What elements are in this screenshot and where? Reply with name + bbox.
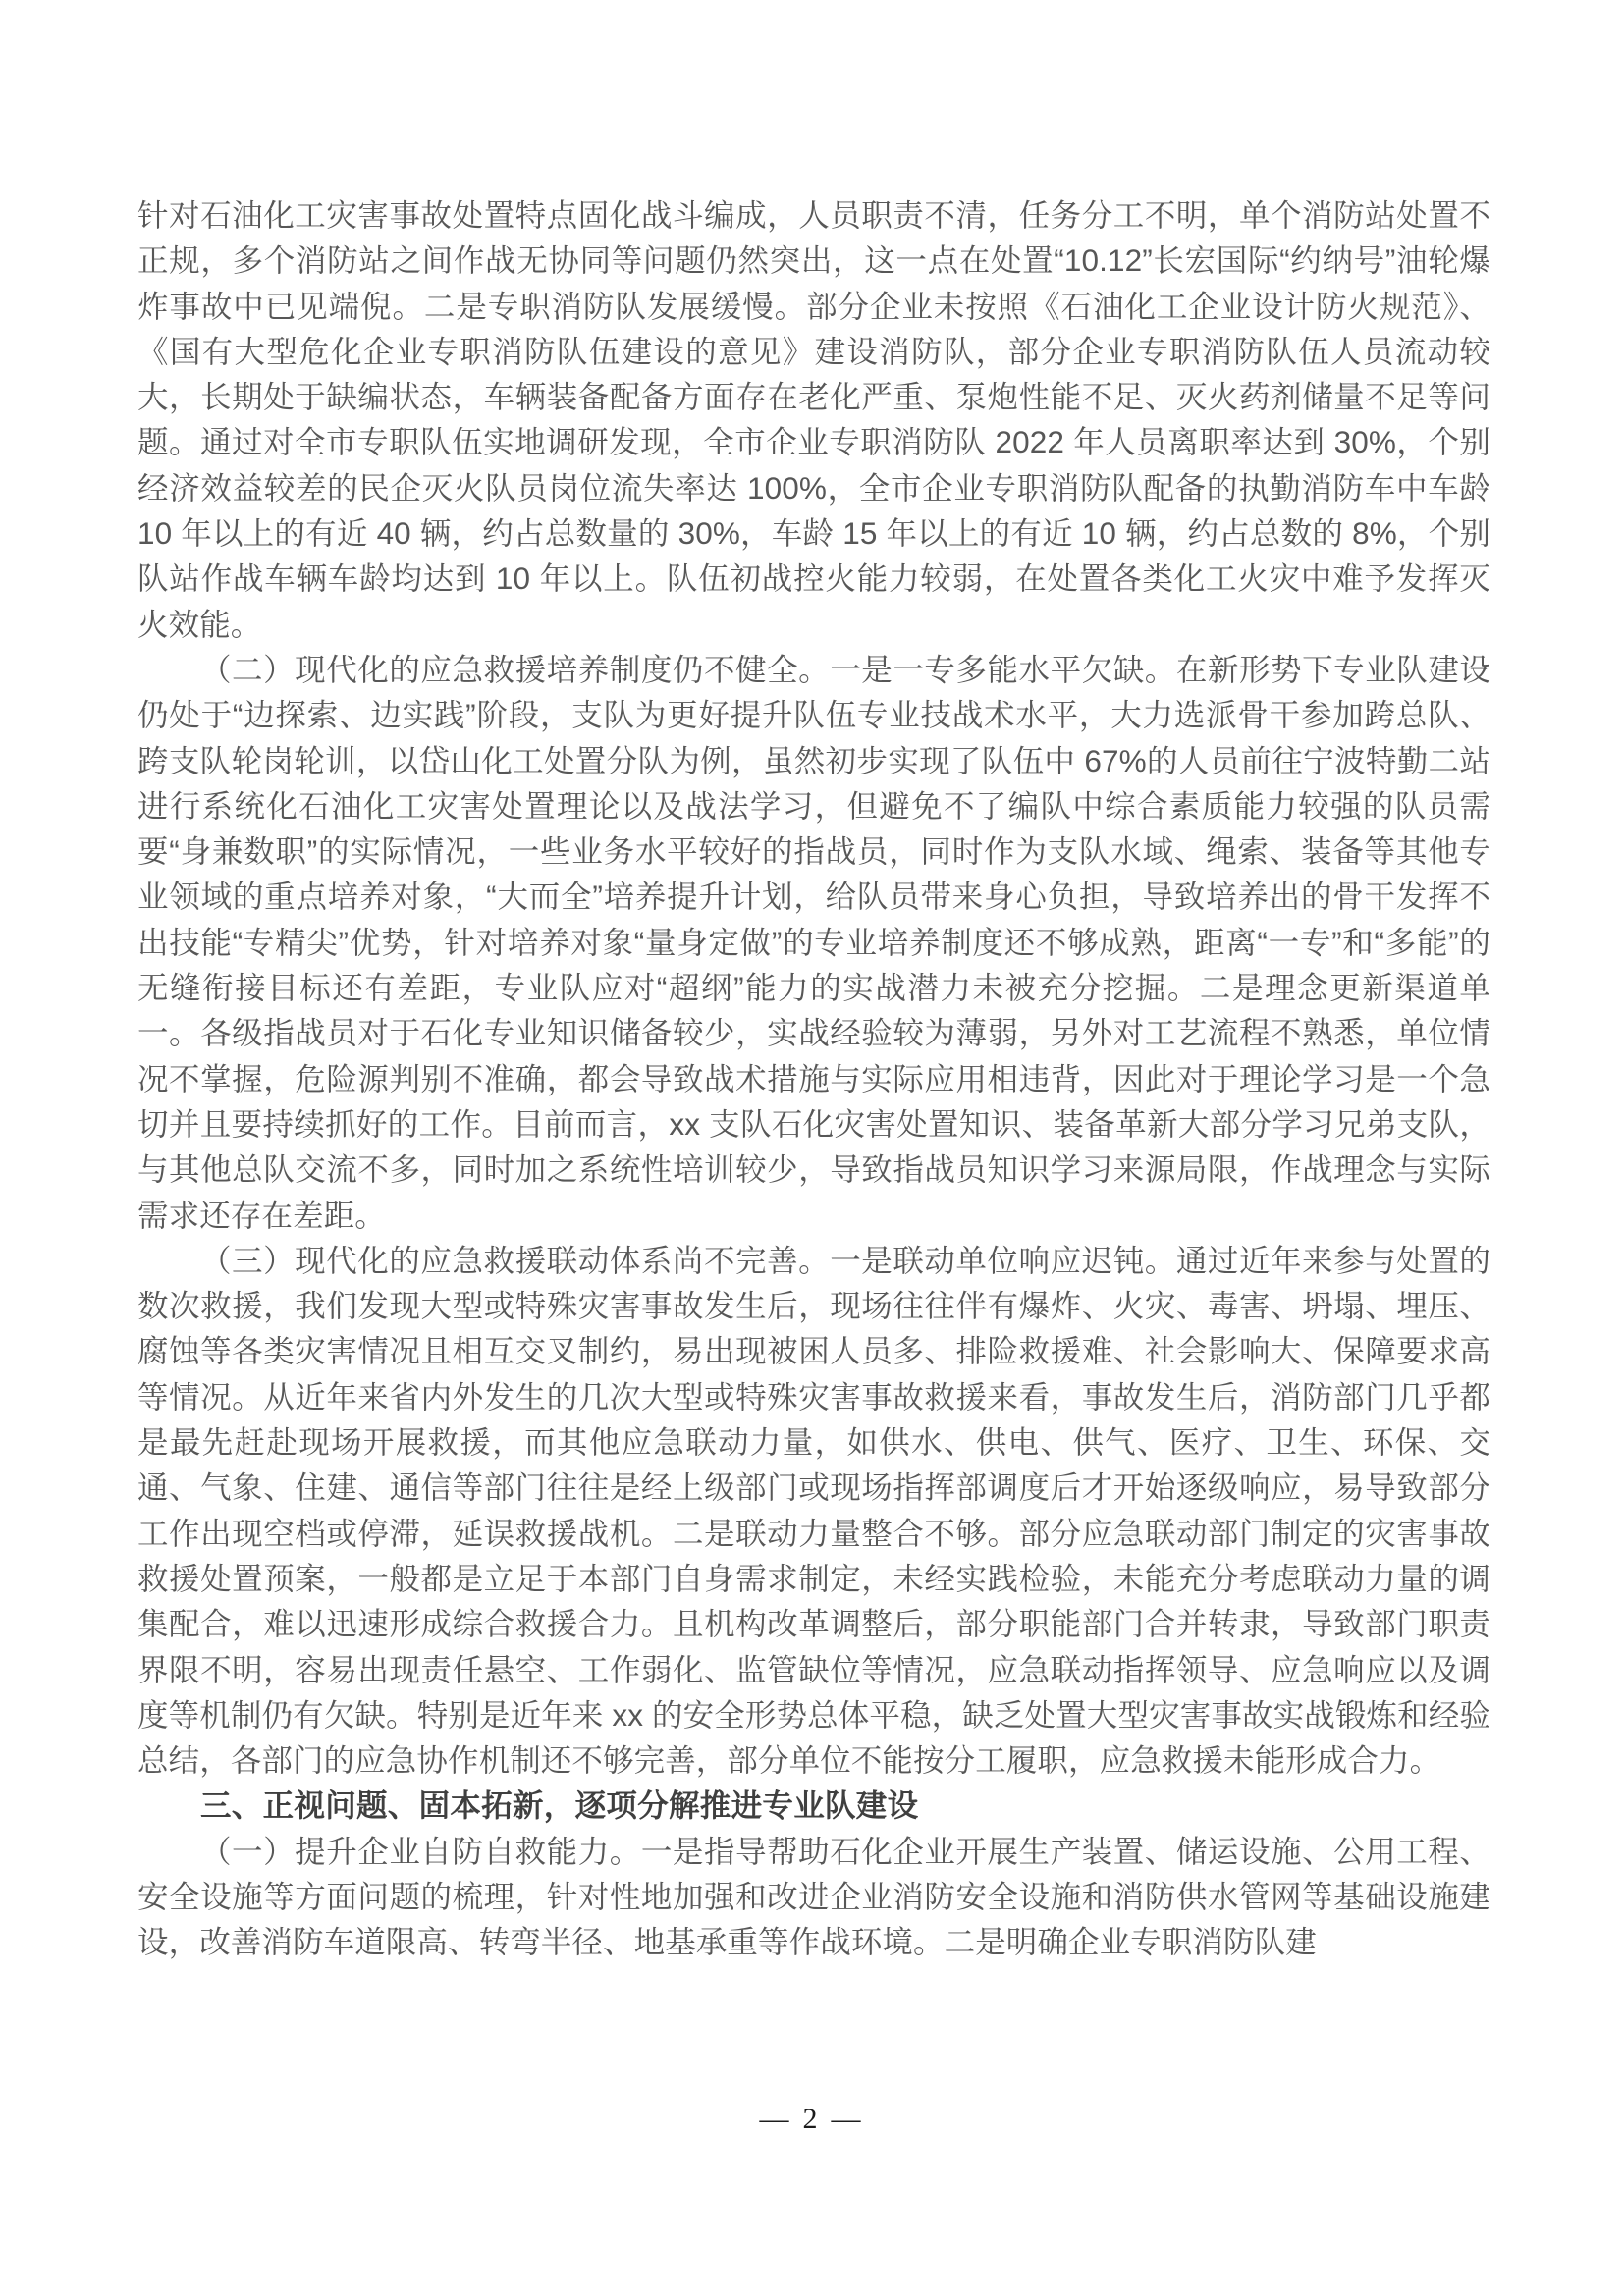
paragraph-block: （三）现代化的应急救援联动体系尚不完善。一是联动单位响应迟钝。通过近年来参与处置的数次救援，我们发现大型或特殊灾害事故发生后，现场往往伴有爆炸、火灾、毒害、坍塌、埋压、腐蚀等各类灾害情况且相互交叉制约，易出现被困人员多、排险救援难、社会影响大、保障要求高等情况。从近年来省内外发生的几次大型或特殊灾害事故救援来看，事故发生后，消防部门几乎都是最先赶赴现场开展救援，而其他应急联动力量，如供水、供电、供气、医疗、卫生、环保、交通、气象、住建、通信等部门往往是经上级部门或现场指挥部调度后才开始逐级响应，易导致部分工作出现空档或停滞，延误救援战机。二是联动力量整合不够。部分应急联动部门制定的灾害事故救援处置预案，一般都是立足于本部门自身需求制定，未经实践检验，未能充分考虑联动力量的调集配合，难以迅速形成综合救援合力。且机构改革调整后，部分职能部门合并转隶，导致部门职责界限不明，容易出现责任悬空、工作弱化、监管缺位等情况，应急联动指挥领导、应急响应以及调度等机制仍有欠缺。特别是近年来 xx 的安全形势总体平稳，缺乏处置大型灾害事故实战锻炼和经验总结，各部门的应急协作机制还不够完善，部分单位不能按分工履职，应急救援未能形成合力。: [137, 1242, 1490, 1779]
paragraph-block: 针对石油化工灾害事故处置特点固化战斗编成，人员职责不清，任务分工不明，单个消防站处置不正规，多个消防站之间作战无协同等问题仍然突出，这一点在处置“10.12”长宏国际“约纳号”油轮爆炸事故中已见端倪。二是专职消防队发展缓慢。部分企业未按照《石油化工企业设计防火规范》、《国有大型危化企业专职消防队伍建设的意见》建设消防队，部分企业专职消防队伍人员流动较大，长期处于缺编状态，车辆装备配备方面存在老化严重、泵炮性能不足、灭火药剂储量不足等问题。通过对全市专职队伍实地调研发现，全市企业专职消防队 2022 年人员离职率达到 30%，个别经济效益较差的民企灭火队员岗位流失率达 100%，全市企业专职消防队配备的执勤消防车中车龄 10 年以上的有近 40 辆，约占总数量的 30%，车龄 15 年以上的有近 10 辆，约占总数的 8%，个别队站作战车辆车龄均达到 10 年以上。队伍初战控火能力较弱，在处置各类化工火灾中难予发挥灭火效能。: [137, 197, 1490, 642]
footer-dash-left: —: [759, 2103, 793, 2135]
page-footer: [0, 2103, 1624, 2136]
page-number: 2: [802, 2103, 822, 2135]
document-body: [137, 192, 1490, 1965]
paragraph-block: （二）现代化的应急救援培养制度仍不健全。一是一专多能水平欠缺。在新形势下专业队建设仍处于“边探索、边实践”阶段，支队为更好提升队伍专业技战术水平，大力选派骨干参加跨总队、跨支队轮岗轮训，以岱山化工处置分队为例，虽然初步实现了队伍中 67%的人员前往宁波特勤二站进行系统化石油化工灾害处置理论以及战法学习，但避免不了编队中综合素质能力较强的队员需要“身兼数职”的实际情况，一些业务水平较好的指战员，同时作为支队水域、绳索、装备等其他专业领域的重点培养对象，“大而全”培养提升计划，给队员带来身心负担，导致培养出的骨干发挥不出技能“专精尖”优势，针对培养对象“量身定做”的专业培养制度还不够成熟，距离“一专”和“多能”的无缝衔接目标还有差距，专业队应对“超纲”能力的实战潜力未被充分挖掘。二是理念更新渠道单一。各级指战员对于石化专业知识储备较少，实战经验较为薄弱，另外对工艺流程不熟悉，单位情况不掌握，危险源判别不准确，都会导致战术措施与实际应用相违背，因此对于理论学习是一个急切并且要持续抓好的工作。目前而言，xx 支队石化灾害处置知识、装备革新大部分学习兄弟支队，与其他总队交流不多，同时加之系统性培训较少，导致指战员知识学习来源局限，作战理念与实际需求还存在差距。: [137, 651, 1490, 1233]
footer-dash-right: —: [831, 2103, 865, 2135]
section-heading: 三、正视问题、固本拓新，逐项分解推进专业队建设: [200, 1788, 919, 1824]
paragraph-block: （一）提升企业自防自救能力。一是指导帮助石化企业开展生产装置、储运设施、公用工程、安全设施等方面问题的梳理，针对性地加强和改进企业消防安全设施和消防供水管网等基础设施建设，改善消防车道限高、转弯半径、地基承重等作战环境。二是明确企业专职消防队建: [137, 1833, 1490, 1960]
